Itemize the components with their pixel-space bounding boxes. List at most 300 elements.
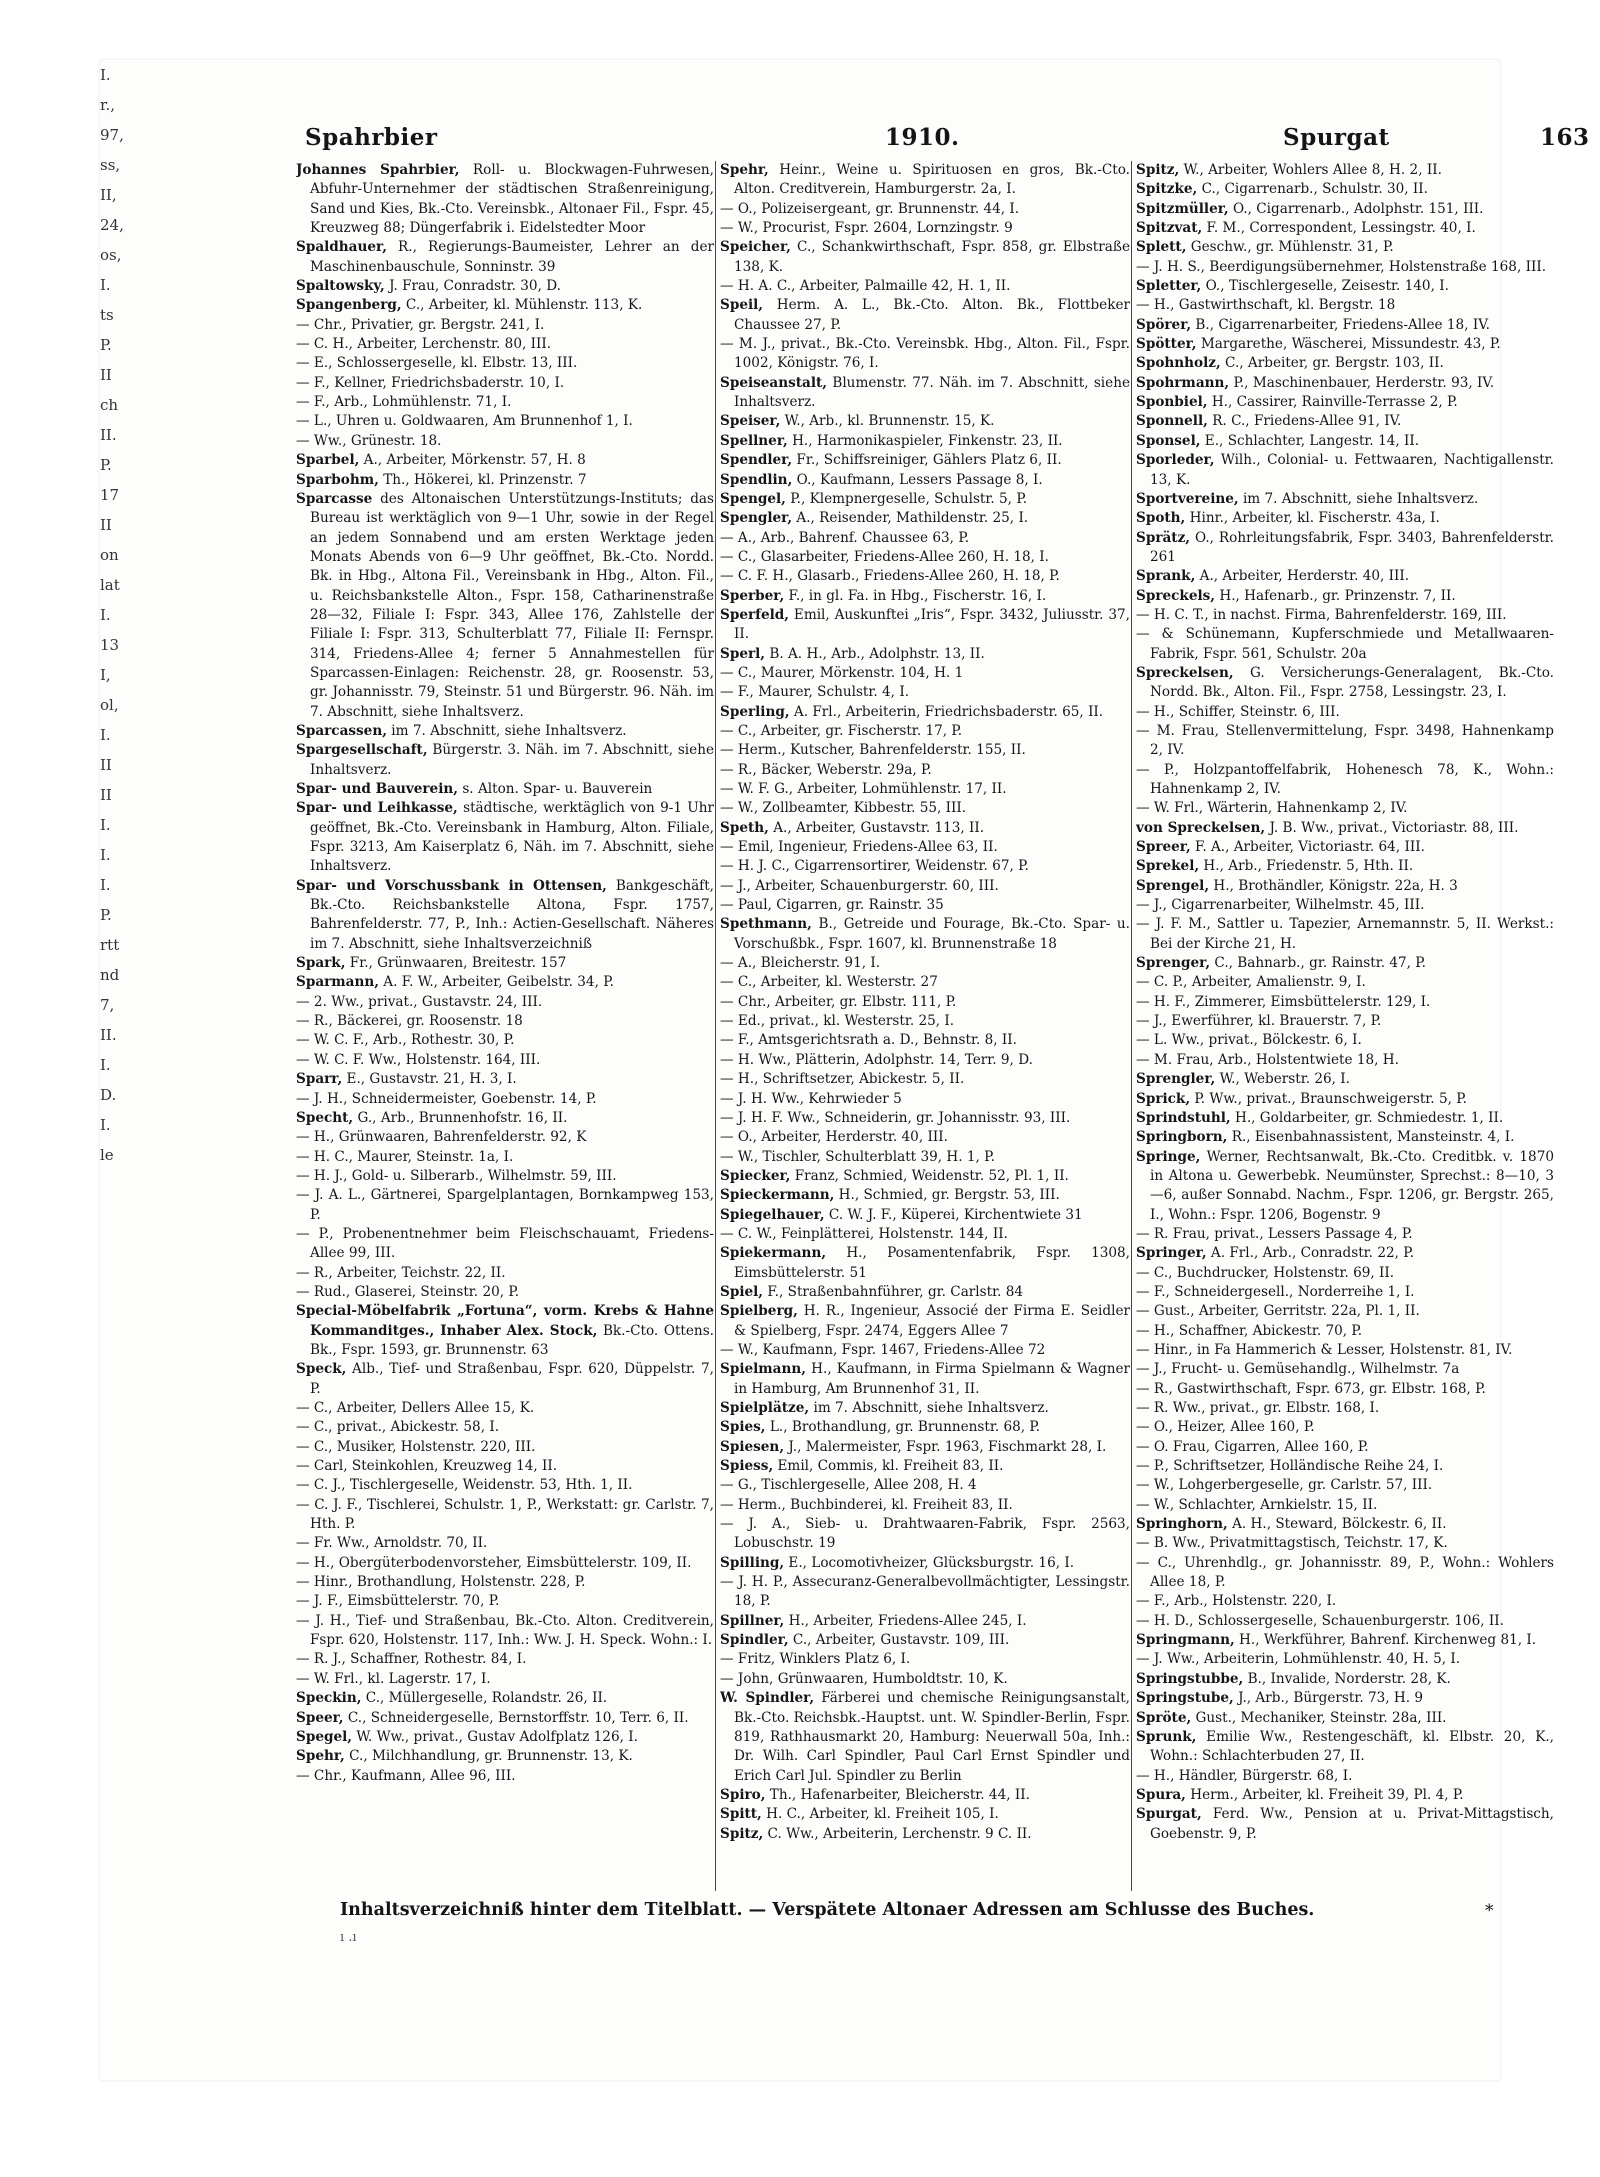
entry-details: — Carl, Steinkohlen, Kreuzweg 14, II.: [296, 1458, 558, 1475]
directory-entry: [720, 683, 1130, 702]
edge-fragment: ol,: [100, 696, 119, 714]
edge-fragment: 24,: [100, 216, 124, 234]
entry-details: s. Alton. Spar- u. Bauverein: [458, 781, 653, 797]
directory-entry: [720, 432, 1130, 451]
entry-details: Roll- u. Blockwagen-Fuhrwesen, Abfuhr-Unternehmer der städtischen Straßenreinigung, Sand und Kies, Bk.-Cto. Vereinsbk., Altonaer Fil., Fspr. 45, Kreuzweg 88; Düngerfabrik i. Eidelstedter Moor: [310, 162, 714, 237]
directory-entry: [720, 606, 1130, 645]
directory-entry: [1136, 1670, 1554, 1689]
entry-name: Sparcasse: [296, 490, 373, 507]
entry-details: — Herm., Kutscher, Bahrenfelderstr. 155, II.: [720, 742, 1026, 759]
directory-entry: [296, 335, 714, 354]
entry-name: Splett,: [1136, 239, 1187, 256]
directory-entry: [720, 1670, 1130, 1689]
directory-entry: [1136, 625, 1554, 664]
entry-details: — O. Frau, Cigarren, Allee 160, P.: [1136, 1438, 1369, 1455]
entry-details: A., Reisender, Mathildenstr. 25, I.: [792, 510, 1029, 527]
entry-details: H. C., Arbeiter, kl. Freiheit 105, I.: [761, 1806, 999, 1823]
entry-details: — O., Arbeiter, Herderstr. 40, III.: [720, 1129, 948, 1146]
edge-fragment: 13: [100, 636, 120, 654]
entry-name: Spielmann,: [720, 1361, 806, 1378]
entry-details: — H. J., Gold- u. Silberarb., Wilhelmstr. 59, III.: [296, 1167, 617, 1184]
directory-entry: [296, 1689, 714, 1708]
entry-name: Spendlin,: [720, 471, 793, 488]
entry-details: A. Frl., Arbeiterin, Friedrichsbaderstr. 65, II.: [789, 703, 1104, 720]
entry-details: — Chr., Kaufmann, Allee 96, III.: [296, 1767, 516, 1784]
entry-details: — H., Gastwirthschaft, kl. Bergstr. 18: [1136, 297, 1396, 314]
directory-entry: [296, 277, 714, 296]
entry-name: Sponbiel,: [1136, 394, 1208, 411]
directory-entry: [1136, 374, 1554, 393]
directory-entry: [1136, 1090, 1554, 1109]
directory-entry: [296, 316, 714, 335]
directory-entry: [1136, 664, 1554, 703]
entry-name: Sparbel,: [296, 452, 360, 469]
entry-details: Margarethe, Wäscherei, Missundestr. 43, P.: [1196, 336, 1501, 353]
directory-entry: [296, 1554, 714, 1573]
entry-details: — J. Ww., Arbeiterin, Lohmühlenstr. 40, H. 5, I.: [1136, 1651, 1461, 1668]
entry-details: C., Müllergeselle, Rolandstr. 26, II.: [361, 1690, 608, 1707]
directory-entry: [720, 567, 1130, 586]
entry-details: des Altonaischen Unterstützungs-Instituts; das Bureau ist werktäglich von 9—1 Uhr, sowie in der Regel an jedem Sonnabend und am ersten Werktage jeden Monats Abends von 6—9 Uhr geöffnet, Bk.-Cto. Nordd. Bk. in Hbg., Altona Fil., Vereinsbank in Hbg., Alton. Fil., u. Reichsbankstelle Alton., Fspr. 158, Catharinenstraße 28—32, Filiale I: Fspr. 343, Allee 176, Zahlstelle der Filiale I: Fspr. 313, Schulterblatt 77, Filiale II: Fernspr. 314, Friedens-Allee 4; ferner 5 Annahmestellen für Sparcassen-Einlagen: Reichenstr. 28, gr. Roosenstr. 53, gr. Johannisstr. 79, Steinstr. 51 und Bürgerstr. 96. Näh. im 7. Abschnitt, siehe Inhaltsverz.: [310, 490, 714, 720]
entry-details: Hinr., Arbeiter, kl. Fischerstr. 43a, I.: [1185, 510, 1440, 527]
entry-details: — Chr., Arbeiter, gr. Elbstr. 111, P.: [720, 993, 957, 1010]
entry-details: — W., Zollbeamter, Kibbestr. 55, III.: [720, 800, 967, 817]
entry-details: C. W. J. F., Küperei, Kirchentwiete 31: [824, 1206, 1083, 1223]
directory-entry: [720, 1418, 1130, 1437]
entry-details: Werner, Rechtsanwalt, Bk.-Cto. Creditbk. v. 1870 in Altona u. Gewerbebk. Neumünster, Sprechst.: 8—10, 3—6, außer Sonnabd. Nachm., Fspr. 1206, gr. Bergstr. 265, I., Wohn.: Fspr. 1206, Bogenstr. 9: [1150, 1148, 1554, 1223]
edge-fragment: P.: [100, 906, 112, 924]
entry-name: Spitzvat,: [1136, 220, 1203, 237]
directory-entry: [720, 1012, 1130, 1031]
entry-details: H., Goldarbeiter, gr. Schmiedestr. 1, II.: [1230, 1109, 1504, 1126]
edge-fragment: II: [100, 366, 112, 384]
footer-mark: ı .ı: [340, 1930, 357, 1945]
directory-page: [100, 60, 1590, 2080]
directory-entry: [296, 1399, 714, 1418]
entry-details: H., Harmonikaspieler, Finkenstr. 23, II.: [787, 432, 1063, 449]
directory-entry: [1136, 1786, 1554, 1805]
directory-entry: [720, 490, 1130, 509]
entry-name: Spindler,: [720, 1632, 789, 1649]
directory-entry: [1136, 1148, 1554, 1225]
entry-name: Sportvereine,: [1136, 490, 1239, 507]
entry-name: Sparcassen,: [296, 722, 387, 739]
entry-details: E., Gustavstr. 21, H. 3, I.: [342, 1071, 517, 1088]
entry-details: — F., Maurer, Schulstr. 4, I.: [720, 684, 910, 701]
entry-name: Spiegelhauer,: [720, 1206, 825, 1223]
edge-fragment: os,: [100, 246, 122, 264]
directory-entry: [720, 1457, 1130, 1476]
entry-details: B., Cigarrenarbeiter, Friedens-Allee 18, IV.: [1191, 316, 1490, 333]
column-2: [720, 161, 1130, 1891]
entry-details: L., Brothandlung, gr. Brunnenstr. 68, P.: [765, 1419, 1041, 1436]
directory-entry: [1136, 954, 1554, 973]
directory-entry: [296, 432, 714, 451]
entry-details: — E., Schlossergeselle, kl. Elbstr. 13, III.: [296, 355, 578, 372]
entry-details: W., Arbeiter, Wohlers Allee 8, H. 2, II.: [1179, 162, 1442, 178]
entry-details: Fr., Schiffsreiniger, Gählers Platz 6, II.: [792, 452, 1062, 469]
entry-details: — R., Bäckerei, gr. Roosenstr. 18: [296, 1013, 523, 1030]
entry-name: Johannes Spahrbier,: [296, 162, 460, 178]
entry-details: — H., Händler, Bürgerstr. 68, I.: [1136, 1767, 1353, 1784]
entry-name: Sprenger,: [1136, 955, 1211, 972]
entry-details: — J., Cigarrenarbeiter, Wilhelmstr. 45, III.: [1136, 897, 1425, 914]
entry-details: — W. C. F. Ww., Holstenstr. 164, III.: [296, 1051, 541, 1068]
directory-entry: [720, 973, 1130, 992]
entry-details: Färberei und chemische Reinigungsanstalt, Bk.-Cto. Reichsbk.-Hauptst. unt. W. Spindler-Berlin, Fspr. 819, Rathhausmarkt 20, Hamburg: Neuerwall 50a, Inh.: Dr. Wilh. Carl Spindler, Paul Carl Ernst Spindler und Erich Carl Jul. Spindler zu Berlin: [734, 1690, 1130, 1784]
directory-entry: [720, 799, 1130, 818]
directory-entry: [720, 915, 1130, 954]
entry-details: — R., Gastwirthschaft, Fspr. 673, gr. Elbstr. 168, P.: [1136, 1380, 1486, 1397]
directory-entry: [720, 1225, 1130, 1244]
directory-entry: [296, 1418, 714, 1437]
entry-details: — Fr. Ww., Arnoldstr. 70, II.: [296, 1535, 488, 1552]
entry-name: Speiser,: [720, 413, 781, 430]
entry-details: — C. J., Tischlergeselle, Weidenstr. 53, Hth. 1, II.: [296, 1477, 633, 1494]
directory-entry: [1136, 1322, 1554, 1341]
entry-details: — J. A., Sieb- u. Drahtwaaren-Fabrik, Fspr. 2563, Lobuschstr. 19: [720, 1516, 1130, 1552]
entry-name: Spiekermann,: [720, 1245, 827, 1262]
directory-entry: [296, 1128, 714, 1147]
directory-entry: [296, 741, 714, 780]
directory-entry: [1136, 1109, 1554, 1128]
directory-entry: [1136, 1012, 1554, 1031]
directory-entry: [720, 761, 1130, 780]
entry-details: — M. Frau, Stellenvermittelung, Fspr. 3498, Hahnenkamp 2, IV.: [1136, 722, 1554, 759]
directory-entry: [1136, 1051, 1554, 1070]
directory-entry: [720, 741, 1130, 760]
entry-details: — W., Tischler, Schulterblatt 39, H. 1, P.: [720, 1148, 995, 1165]
edge-fragment: I.: [100, 846, 111, 864]
directory-entry: [720, 1128, 1130, 1147]
directory-entry: [1136, 219, 1554, 238]
entry-name: Sprengel,: [1136, 877, 1210, 894]
entry-details: — C. W., Feinplätterei, Holstenstr. 144, II.: [720, 1225, 1008, 1242]
directory-entry: [720, 1090, 1130, 1109]
entry-name: Spendler,: [720, 452, 793, 469]
directory-entry: [296, 1090, 714, 1109]
entry-details: Heinr., Weine u. Spirituosen en gros, Bk.-Cto. Alton. Creditverein, Hamburgerstr. 2a, I.: [734, 162, 1130, 198]
entry-details: J. B. Ww., privat., Victoriastr. 88, III.: [1265, 819, 1519, 836]
entry-details: — F., Arb., Lohmühlenstr. 71, I.: [296, 394, 512, 411]
entry-name: Spiro,: [720, 1786, 766, 1803]
directory-entry: [1136, 1438, 1554, 1457]
entry-name: Speicher,: [720, 239, 791, 256]
directory-entry: [720, 412, 1130, 431]
entry-details: — J. A. L., Gärtnerei, Spargelplantagen, Bornkampweg 153, P.: [296, 1187, 714, 1223]
directory-entry: [296, 1612, 714, 1651]
entry-name: Spargesellschaft,: [296, 742, 428, 759]
entry-details: — G., Tischlergeselle, Allee 208, H. 4: [720, 1477, 977, 1494]
directory-entry: [720, 664, 1130, 683]
directory-entry: [1136, 432, 1554, 451]
directory-entry: [1136, 587, 1554, 606]
entry-details: — W. F. G., Arbeiter, Lohmühlenstr. 17, II.: [720, 781, 1007, 797]
edge-fragment: ch: [100, 396, 119, 414]
entry-details: — A., Bleicherstr. 91, I.: [720, 955, 881, 972]
directory-entry: [296, 1264, 714, 1283]
entry-details: Th., Hökerei, kl. Prinzenstr. 7: [378, 471, 587, 488]
entry-name: Spielberg,: [720, 1303, 798, 1320]
edge-fragment: II,: [100, 186, 117, 204]
directory-entry: [1136, 896, 1554, 915]
entry-details: — J., Arbeiter, Schauenburgerstr. 60, III.: [720, 877, 999, 894]
edge-fragment: I.: [100, 876, 111, 894]
entry-name: Spillner,: [720, 1612, 785, 1629]
directory-entry: [1136, 1244, 1554, 1263]
entry-name: Sprank,: [1136, 568, 1196, 585]
entry-details: im 7. Abschnitt, siehe Inhaltsverz.: [1238, 490, 1479, 507]
entry-name: Spies,: [720, 1419, 766, 1436]
entry-details: C., Arbeiter, kl. Mühlenstr. 113, K.: [401, 297, 643, 314]
directory-entry: [296, 1476, 714, 1495]
directory-entry: [720, 1631, 1130, 1650]
directory-entry: [720, 1612, 1130, 1631]
entry-name: Spötter,: [1136, 336, 1197, 353]
header-left-keyword: Spahrbier: [305, 124, 438, 151]
column-divider: [1131, 161, 1132, 1891]
directory-entry: [1136, 857, 1554, 876]
directory-entry: [296, 1051, 714, 1070]
entry-name: Spohrmann,: [1136, 374, 1230, 391]
entry-details: P., Maschinenbauer, Herderstr. 93, IV.: [1229, 374, 1495, 391]
directory-entry: [296, 1031, 714, 1050]
entry-details: — W. Frl., kl. Lagerstr. 17, I.: [296, 1670, 491, 1687]
entry-details: Wilh., Colonial- u. Fettwaaren, Nachtigallenstr. 13, K.: [1150, 452, 1554, 488]
entry-details: — J., Ewerführer, kl. Brauerstr. 7, P.: [1136, 1013, 1382, 1030]
entry-details: Bk.-Cto. Ottens. Bk., Fspr. 1593, gr. Brunnenstr. 63: [310, 1322, 714, 1358]
entry-details: C., Schneidergeselle, Bernstorffstr. 10, Terr. 6, II.: [343, 1709, 689, 1726]
directory-entry: [296, 296, 714, 315]
directory-entry: [1136, 529, 1554, 568]
entry-name: Sparmann,: [296, 974, 379, 991]
entry-name: Spiecker,: [720, 1167, 791, 1184]
entry-details: Bankgeschäft, Bk.-Cto. Reichsbankstelle Altona, Fspr. 1757, Bahrenfelderstr. 77, P., Inh.: Actien-Gesellschaft. Näheres im 7. Abschnitt, siehe Inhaltsverzeichniß: [310, 877, 714, 952]
entry-name: Spreer,: [1136, 839, 1191, 856]
entry-details: — L. Ww., privat., Bölckestr. 6, I.: [1136, 1032, 1362, 1049]
entry-details: — B. Ww., Privatmittagstisch, Teichstr. 17, K.: [1136, 1535, 1448, 1552]
edge-fragment: II: [100, 516, 112, 534]
entry-name: Spiesen,: [720, 1438, 785, 1455]
entry-details: — R., Bäcker, Weberstr. 29a, P.: [720, 761, 932, 778]
directory-entry: [720, 1438, 1130, 1457]
directory-entry: [1136, 1554, 1554, 1593]
directory-entry: [1136, 1283, 1554, 1302]
directory-entry: [720, 529, 1130, 548]
directory-entry: [720, 200, 1130, 219]
entry-name: Specht,: [296, 1109, 354, 1126]
entry-name: Sprindstuhl,: [1136, 1109, 1231, 1126]
entry-details: W. Ww., privat., Gustav Adolfplatz 126, I.: [352, 1728, 638, 1745]
entry-details: — H. Ww., Plätterin, Adolphstr. 14, Terr. 9, D.: [720, 1051, 1033, 1068]
directory-entry: [720, 1186, 1130, 1205]
entry-name: Spura,: [1136, 1786, 1186, 1803]
directory-entry: [720, 1805, 1130, 1824]
entry-details: — P., Schriftsetzer, Holländische Reihe 24, I.: [1136, 1458, 1444, 1475]
entry-details: H., Kaufmann, in Firma Spielmann & Wagner in Hamburg, Am Brunnenhof 31, II.: [734, 1361, 1130, 1397]
directory-entry: [1136, 1341, 1554, 1360]
entry-details: — C., Musiker, Holstenstr. 220, III.: [296, 1438, 536, 1455]
entry-details: Fr., Grünwaaren, Breitestr. 157: [345, 955, 567, 972]
entry-details: B., Invalide, Norderstr. 28, K.: [1243, 1670, 1451, 1687]
entry-details: — J. H. F. Ww., Schneiderin, gr. Johannisstr. 93, III.: [720, 1109, 1071, 1126]
entry-details: — H., Schiffer, Steinstr. 6, III.: [1136, 703, 1340, 720]
directory-entry: [296, 877, 714, 954]
directory-entry: [1136, 1264, 1554, 1283]
entry-details: — W. Frl., Wärterin, Hahnenkamp 2, IV.: [1136, 800, 1408, 817]
directory-entry: [720, 1515, 1130, 1554]
entry-details: — J. F. M., Sattler u. Tapezier, Arnemannstr. 5, II. Werkst.: Bei der Kirche 21, H.: [1136, 916, 1554, 952]
directory-entry: [296, 1728, 714, 1747]
entry-details: E., Locomotivheizer, Glücksburgstr. 16, I.: [784, 1554, 1075, 1571]
entry-name: Sporleder,: [1136, 452, 1215, 469]
entry-details: — W. C. F., Arb., Rothestr. 30, P.: [296, 1032, 515, 1049]
entry-name: Spletter,: [1136, 278, 1202, 295]
edge-fragment: I.: [100, 726, 111, 744]
directory-entry: [1136, 819, 1554, 838]
directory-entry: [720, 335, 1130, 374]
directory-entry: [296, 451, 714, 470]
directory-entry: [296, 412, 714, 431]
entry-name: Spar- und Vorschussbank in Ottensen,: [296, 877, 607, 894]
directory-entry: [720, 1476, 1130, 1495]
entry-name: Sprätz,: [1136, 529, 1191, 546]
directory-entry: [720, 1206, 1130, 1225]
edge-fragment: 17: [100, 486, 120, 504]
entry-details: — H. D., Schlossergeselle, Schauenburgerstr. 106, II.: [1136, 1612, 1504, 1629]
entry-name: Spieckermann,: [720, 1187, 835, 1204]
directory-entry: [1136, 180, 1554, 199]
entry-name: Spreckelsen,: [1136, 664, 1234, 681]
directory-entry: [1136, 567, 1554, 586]
directory-entry: [1136, 490, 1554, 509]
entry-details: C., Arbeiter, gr. Bergstr. 103, II.: [1220, 355, 1444, 372]
directory-entry: [720, 1360, 1130, 1399]
entry-details: G., Arb., Brunnenhofstr. 16, II.: [353, 1109, 568, 1126]
entry-name: Spiel,: [720, 1283, 764, 1300]
entry-details: — M. Frau, Arb., Holstentwiete 18, H.: [1136, 1051, 1399, 1068]
entry-details: A., Arbeiter, Mörkenstr. 57, H. 8: [359, 452, 586, 469]
directory-entry: [1136, 296, 1554, 315]
directory-entry: [1136, 838, 1554, 857]
entry-details: — H. C. T., in nachst. Firma, Bahrenfelderstr. 169, III.: [1136, 606, 1507, 623]
directory-entry: [1136, 1650, 1554, 1669]
entry-details: C., Cigarrenarb., Schulstr. 30, II.: [1197, 181, 1428, 198]
entry-details: H., Arbeiter, Friedens-Allee 245, I.: [784, 1612, 1027, 1629]
directory-entry: [720, 1051, 1130, 1070]
entry-details: C., Schankwirthschaft, Fspr. 858, gr. Elbstraße 138, K.: [734, 239, 1130, 275]
entry-details: — R. Frau, privat., Lessers Passage 4, P.: [1136, 1225, 1413, 1242]
edge-fragment: 97,: [100, 126, 124, 144]
directory-entry: [1136, 877, 1554, 896]
entry-details: — F., Kellner, Friedrichsbaderstr. 10, I.: [296, 374, 565, 391]
directory-entry: [1136, 1728, 1554, 1767]
entry-name: Speer,: [296, 1709, 344, 1726]
entry-details: P., Klempnergeselle, Schulstr. 5, P.: [785, 490, 1028, 507]
directory-entry: [1136, 1534, 1554, 1553]
directory-entry: [720, 296, 1130, 335]
entry-details: — W., Kaufmann, Fspr. 1467, Friedens-Allee 72: [720, 1341, 1046, 1358]
entry-details: O., Kaufmann, Lessers Passage 8, I.: [792, 471, 1043, 488]
directory-entry: [720, 819, 1130, 838]
directory-entry: [296, 1070, 714, 1089]
directory-entry: [296, 993, 714, 1012]
edge-fragment: on: [100, 546, 119, 564]
entry-details: Alb., Tief- und Straßenbau, Fspr. 620, Düppelstr. 7, P.: [310, 1361, 714, 1397]
directory-entry: [296, 471, 714, 490]
edge-fragment: D.: [100, 1086, 117, 1104]
entry-name: Speckin,: [296, 1690, 362, 1707]
directory-entry: [1136, 1767, 1554, 1786]
entry-details: — R. Ww., privat., gr. Elbstr. 168, I.: [1136, 1400, 1380, 1416]
directory-entry: [296, 490, 714, 722]
entry-details: — H. A. C., Arbeiter, Palmaille 42, H. 1, II.: [720, 278, 1011, 295]
entry-name: Spehr,: [296, 1748, 345, 1765]
directory-entry: [296, 973, 714, 992]
directory-entry: [720, 1825, 1130, 1844]
page-number: 163: [1540, 124, 1590, 151]
entry-details: — Emil, Ingenieur, Friedens-Allee 63, II.: [720, 839, 998, 856]
directory-entry: [1136, 1476, 1554, 1495]
directory-entry: [1136, 509, 1554, 528]
entry-details: G. Versicherungs-Generalagent, Bk.-Cto. Nordd. Bk., Alton. Fil., Fspr. 2758, Lessingstr. 23, I.: [1150, 664, 1554, 701]
page-header: [100, 124, 1590, 154]
directory-entry: [296, 1148, 714, 1167]
entry-name: Springstubbe,: [1136, 1670, 1244, 1687]
entry-details: R., Regierungs-Baumeister, Lehrer an der Maschinenbauschule, Sonninstr. 39: [310, 239, 714, 275]
edge-fragment: II.: [100, 426, 117, 444]
entry-details: — C., Arbeiter, kl. Westerstr. 27: [720, 974, 938, 991]
directory-entry: [720, 238, 1130, 277]
entry-name: Spar- und Bauverein,: [296, 781, 458, 797]
directory-entry: [296, 1457, 714, 1476]
edge-fragment: II: [100, 756, 112, 774]
entry-details: O., Rohrleitungsfabrik, Fspr. 3403, Bahrenfelderstr. 261: [1150, 529, 1554, 565]
entry-details: — C. H., Arbeiter, Lerchenstr. 80, III.: [296, 336, 552, 353]
entry-name: Spengler,: [720, 510, 793, 527]
directory-entry: [720, 780, 1130, 799]
directory-entry: [1136, 161, 1554, 180]
entry-details: — H., Schriftsetzer, Abickestr. 5, II.: [720, 1071, 965, 1088]
entry-details: H., Hafenarb., gr. Prinzenstr. 7, II.: [1215, 587, 1456, 604]
directory-entry: [1136, 1399, 1554, 1418]
entry-name: Spaltowsky,: [296, 278, 385, 295]
entry-details: W., Arb., kl. Brunnenstr. 15, K.: [780, 413, 995, 430]
entry-name: Speth,: [720, 819, 769, 836]
entry-name: Speil,: [720, 297, 764, 314]
edge-fragment: I.: [100, 276, 111, 294]
entry-details: A., Arbeiter, Herderstr. 40, III.: [1195, 568, 1410, 585]
entry-details: — J. H. S., Beerdigungsübernehmer, Holstenstraße 168, III.: [1136, 258, 1547, 275]
entry-name: Springborn,: [1136, 1129, 1228, 1146]
entry-details: Franz, Schmied, Weidenstr. 52, Pl. 1, II.: [790, 1167, 1069, 1184]
directory-entry: [720, 877, 1130, 896]
entry-name: Spark,: [296, 955, 346, 972]
entry-details: R., Eisenbahnassistent, Mansteinstr. 4, I.: [1227, 1129, 1515, 1146]
entry-name: Spengel,: [720, 490, 786, 507]
entry-details: Th., Hafenarbeiter, Bleicherstr. 44, II.: [765, 1786, 1030, 1803]
entry-details: — Gust., Arbeiter, Gerritstr. 22a, Pl. 1, II.: [1136, 1303, 1420, 1320]
entry-name: Sponnell,: [1136, 413, 1208, 430]
directory-entry: [296, 1109, 714, 1128]
directory-entry: [720, 277, 1130, 296]
entry-details: — H. J. C., Cigarrensortirer, Weidenstr. 67, P.: [720, 858, 1029, 875]
entry-name: Spröte,: [1136, 1709, 1192, 1726]
directory-entry: [720, 219, 1130, 238]
entry-name: Spörer,: [1136, 316, 1192, 333]
directory-entry: [1136, 1128, 1554, 1147]
entry-details: H., Werkführer, Bahrenf. Kirchenweg 81, I.: [1234, 1632, 1537, 1649]
